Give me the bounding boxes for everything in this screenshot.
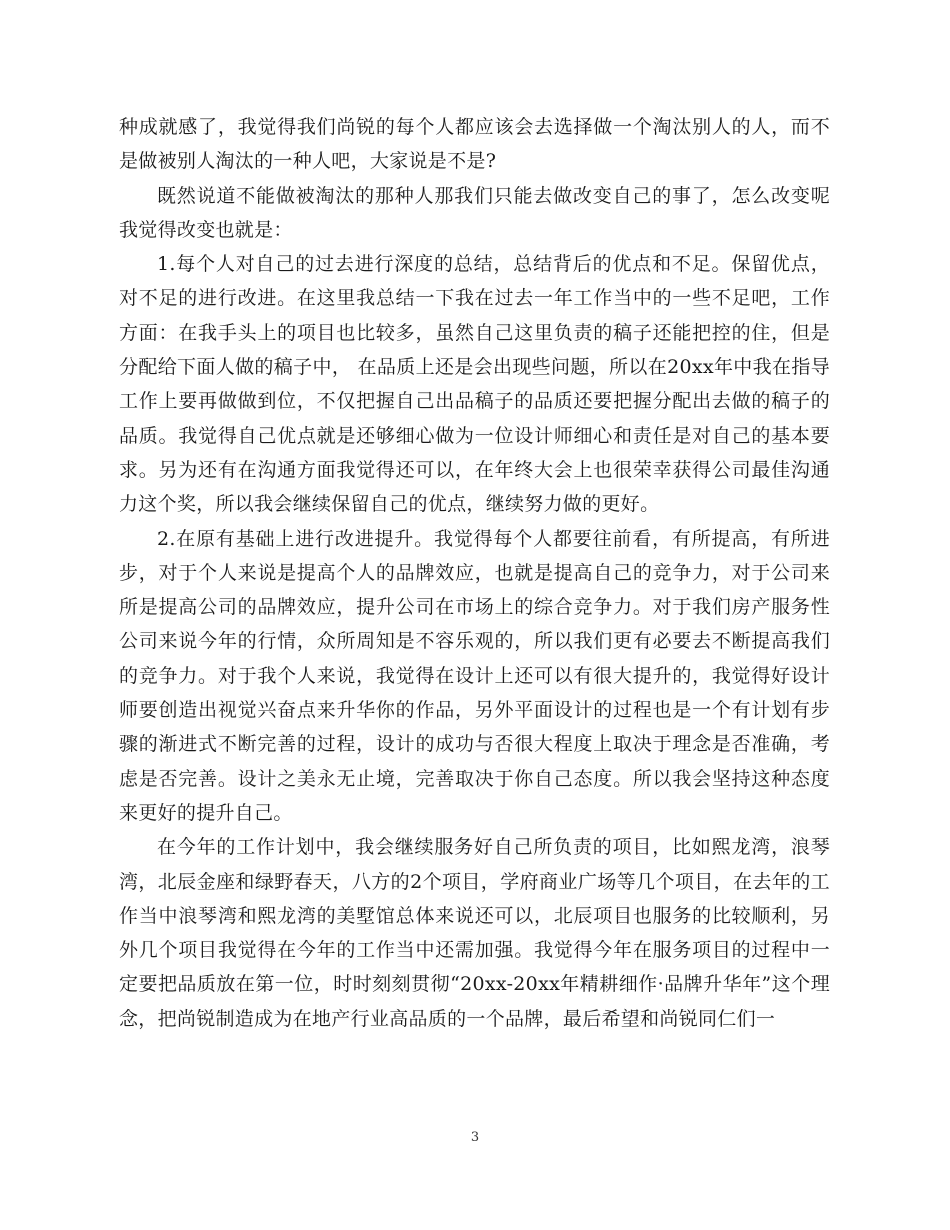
document-body [119, 110, 830, 1036]
paragraph-5: 在今年的工作计划中，我会继续服务好自己所负责的项目，比如熙龙湾，浪琴湾，北辰金座和绿野春天，八方的2个项目，学府商业广场等几个项目，在去年的工作当中浪琴湾和熙龙湾的美墅馆总体来说还可以，北辰项目也服务的比较顺利，另外几个项目我觉得在今年的工作当中还需加强。我觉得今年在服务项目的过程中一定要把品质放在第一位，时时刻刻贯彻“20xx-20xx年精耕细作·品牌升华年”这个理念，把尚锐制造成为在地产行业高品质的一个品牌，最后希望和尚锐同仁们一 [119, 836, 830, 1030]
paragraph-3: 1.每个人对自己的过去进行深度的总结，总结背后的优点和不足。保留优点，对不足的进行改进。在这里我总结一下我在过去一年工作当中的一些不足吧，工作方面：在我手头上的项目也比较多，虽然自己这里负责的稿子还能把控的住，但是分配给下面人做的稿子中， 在品质上还是会出现些问题，所以在20xx年中我在指导工作上要再做做到位，不仅把握自己出品稿子的品质还要把握分配出去做的稿子的品质。我觉得自己优点就是还够细心做为一位设计师细心和责任是对自己的基本要求。另为还有在沟通方面我觉得还可以，在年终大会上也很荣幸获得公司最佳沟通力这个奖，所以我会继续保留自己的优点，继续努力做的更好。 [119, 253, 830, 516]
paragraph-2: 既然说道不能做被淘汰的那种人那我们只能去做改变自己的事了，怎么改变呢我觉得改变也就是： [119, 184, 830, 241]
paragraph-4: 2.在原有基础上进行改进提升。我觉得每个人都要往前看，有所提高，有所进步，对于个人来说是提高个人的品牌效应，也就是提高自己的竞争力，对于公司来所是提高公司的品牌效应，提升公司在市场上的综合竞争力。对于我们房产服务性公司来说今年的行情，众所周知是不容乐观的，所以我们更有必要去不断提高我们的竞争力。对于我个人来说，我觉得在设计上还可以有很大提升的，我觉得好设计师要创造出视觉兴奋点来升华你的作品，另外平面设计的过程也是一个有计划有步骤的渐进式不断完善的过程，设计的成功与否很大程度上取决于理念是否准确，考虑是否完善。设计之美永无止境，完善取决于你自己态度。所以我会坚持这种态度来更好的提升自己。 [119, 527, 830, 824]
page-number: 3 [470, 1130, 480, 1145]
paragraph-1: 种成就感了，我觉得我们尚锐的每个人都应该会去选择做一个淘汰别人的人，而不是做被别人淘汰的一种人吧，大家说是不是? [119, 116, 830, 173]
